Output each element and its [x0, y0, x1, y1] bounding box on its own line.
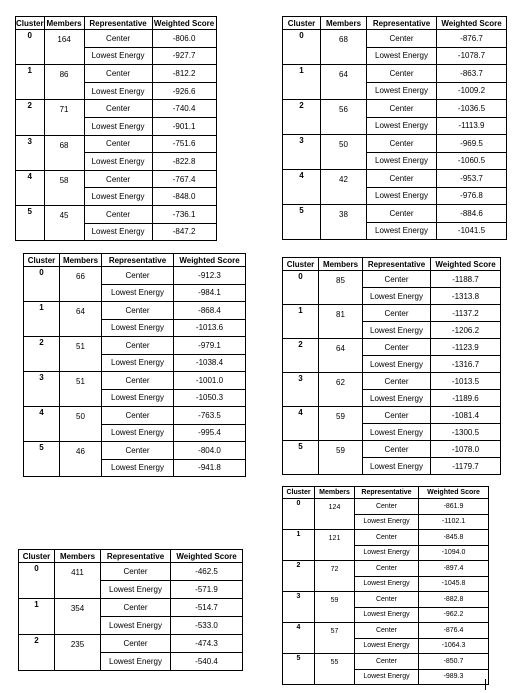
cluster-id: 0: [283, 30, 321, 65]
cluster-id: 3: [283, 135, 321, 170]
cluster-id: 4: [16, 170, 45, 205]
cluster-id: 3: [24, 372, 60, 407]
center-score: -912.3: [174, 267, 246, 285]
rep-center-label: Center: [363, 271, 431, 288]
table-row: [283, 530, 489, 546]
table-row: [283, 339, 501, 356]
table-row: [24, 442, 246, 460]
rep-center-label: Center: [101, 563, 171, 581]
rep-center-label: Center: [367, 170, 437, 188]
table-row: [16, 65, 217, 83]
lowest-energy-score: -989.3: [419, 669, 489, 685]
cluster-id: 0: [283, 499, 315, 530]
rep-lowest-energy-label: Lowest Energy: [355, 514, 419, 530]
table-row: [16, 30, 217, 48]
cluster-id: 1: [283, 530, 315, 561]
cluster-id: 1: [24, 302, 60, 337]
rep-center-label: Center: [102, 372, 174, 390]
cluster-table-3: [23, 253, 246, 477]
lowest-energy-score: -822.8: [152, 153, 216, 171]
cluster-id: 0: [16, 30, 45, 65]
member-count: 164: [44, 30, 84, 65]
header-row: [24, 254, 246, 267]
header-row: [283, 258, 501, 271]
rep-lowest-energy-label: Lowest Energy: [84, 153, 152, 171]
center-score: -850.7: [419, 654, 489, 670]
center-score: -1081.4: [431, 407, 501, 424]
member-count: 50: [321, 135, 367, 170]
center-score: -1188.7: [431, 271, 501, 288]
rep-lowest-energy-label: Lowest Energy: [363, 322, 431, 339]
table-row: [24, 302, 246, 320]
cluster-id: 0: [283, 271, 319, 305]
header-row: [16, 17, 217, 30]
member-count: 85: [319, 271, 363, 305]
rep-center-label: Center: [363, 339, 431, 356]
lowest-energy-score: -901.1: [152, 117, 216, 135]
table-row: [283, 100, 507, 118]
rep-lowest-energy-label: Lowest Energy: [367, 187, 437, 205]
header-representative: Representative: [102, 254, 174, 267]
rep-center-label: Center: [363, 373, 431, 390]
text-cursor: [485, 679, 486, 690]
header-representative: Representative: [101, 550, 171, 563]
cluster-id: 2: [283, 339, 319, 373]
cluster-table-4: [282, 257, 501, 475]
center-score: -804.0: [174, 442, 246, 460]
member-count: 81: [319, 305, 363, 339]
center-score: -736.1: [152, 205, 216, 223]
cluster-id: 5: [24, 442, 60, 477]
cluster-id: 3: [283, 592, 315, 623]
rep-lowest-energy-label: Lowest Energy: [355, 607, 419, 623]
lowest-energy-score: -540.4: [171, 653, 243, 671]
cluster-id: 4: [283, 170, 321, 205]
center-score: -897.4: [419, 561, 489, 577]
rep-center-label: Center: [101, 599, 171, 617]
rep-center-label: Center: [363, 407, 431, 424]
center-score: -979.1: [174, 337, 246, 355]
rep-center-label: Center: [367, 135, 437, 153]
member-count: 38: [321, 205, 367, 240]
table-row: [24, 372, 246, 390]
lowest-energy-score: -1102.1: [419, 514, 489, 530]
cluster-id: 5: [283, 441, 319, 475]
member-count: 411: [55, 563, 101, 599]
header-weighted-score: Weighted Score: [437, 17, 507, 30]
header-cluster: Cluster: [283, 258, 319, 271]
cluster-id: 5: [16, 205, 45, 240]
header-weighted-score: Weighted Score: [174, 254, 246, 267]
cluster-id: 4: [24, 407, 60, 442]
table-row: [283, 135, 507, 153]
rep-center-label: Center: [102, 337, 174, 355]
lowest-energy-score: -571.9: [171, 581, 243, 599]
cluster-id: 1: [19, 599, 55, 635]
table-row: [283, 205, 507, 223]
center-score: -969.5: [437, 135, 507, 153]
header-cluster: Cluster: [283, 17, 321, 30]
lowest-energy-score: -1313.8: [431, 288, 501, 305]
rep-center-label: Center: [102, 267, 174, 285]
rep-center-label: Center: [102, 442, 174, 460]
center-score: -474.3: [171, 635, 243, 653]
cluster-table-6: [18, 549, 243, 671]
lowest-energy-score: -1009.2: [437, 82, 507, 100]
cluster-id: 4: [283, 407, 319, 441]
lowest-energy-score: -995.4: [174, 424, 246, 442]
rep-lowest-energy-label: Lowest Energy: [84, 188, 152, 206]
member-count: 235: [55, 635, 101, 671]
header-cluster: Cluster: [283, 487, 315, 499]
member-count: 57: [315, 623, 355, 654]
rep-center-label: Center: [84, 100, 152, 118]
center-score: -882.8: [419, 592, 489, 608]
rep-lowest-energy-label: Lowest Energy: [102, 459, 174, 477]
table-row: [283, 499, 489, 515]
center-score: -863.7: [437, 65, 507, 83]
cluster-id: 0: [19, 563, 55, 599]
center-score: -1036.5: [437, 100, 507, 118]
center-score: -751.6: [152, 135, 216, 153]
member-count: 71: [44, 100, 84, 135]
center-score: -1078.0: [431, 441, 501, 458]
rep-center-label: Center: [84, 205, 152, 223]
header-members: Members: [315, 487, 355, 499]
center-score: -806.0: [152, 30, 216, 48]
header-representative: Representative: [84, 17, 152, 30]
member-count: 64: [321, 65, 367, 100]
table-row: [24, 407, 246, 425]
rep-lowest-energy-label: Lowest Energy: [102, 424, 174, 442]
header-weighted-score: Weighted Score: [153, 18, 215, 28]
cluster-id: 0: [24, 267, 60, 302]
table-row: [283, 305, 501, 322]
member-count: 59: [315, 592, 355, 623]
lowest-energy-score: -1041.5: [437, 222, 507, 240]
header-cluster: Cluster: [16, 18, 44, 28]
table-row: [283, 592, 489, 608]
lowest-energy-score: -941.8: [174, 459, 246, 477]
cluster-id: 2: [16, 100, 45, 135]
member-count: 55: [315, 654, 355, 685]
rep-center-label: Center: [355, 623, 419, 639]
center-score: -1137.2: [431, 305, 501, 322]
member-count: 354: [55, 599, 101, 635]
header-representative: Representative: [367, 17, 437, 30]
rep-lowest-energy-label: Lowest Energy: [102, 389, 174, 407]
lowest-energy-score: -1206.2: [431, 322, 501, 339]
member-count: 124: [315, 499, 355, 530]
header-members: Members: [44, 17, 84, 30]
member-count: 51: [60, 337, 102, 372]
center-score: -845.8: [419, 530, 489, 546]
center-score: -884.6: [437, 205, 507, 223]
rep-lowest-energy-label: Lowest Energy: [367, 117, 437, 135]
lowest-energy-score: -1050.3: [174, 389, 246, 407]
rep-lowest-energy-label: Lowest Energy: [101, 581, 171, 599]
header-weighted-score: Weighted Score: [419, 487, 489, 499]
member-count: 68: [321, 30, 367, 65]
rep-center-label: Center: [84, 170, 152, 188]
member-count: 66: [60, 267, 102, 302]
rep-center-label: Center: [367, 30, 437, 48]
rep-center-label: Center: [355, 530, 419, 546]
table-row: [24, 267, 246, 285]
rep-lowest-energy-label: Lowest Energy: [101, 617, 171, 635]
table-row: [16, 205, 217, 223]
center-score: -462.5: [171, 563, 243, 581]
header-cluster: Cluster: [19, 550, 55, 563]
table-row: [19, 563, 243, 581]
rep-lowest-energy-label: Lowest Energy: [363, 288, 431, 305]
rep-lowest-energy-label: Lowest Energy: [101, 653, 171, 671]
lowest-energy-score: -1064.3: [419, 638, 489, 654]
lowest-energy-score: -926.6: [152, 82, 216, 100]
center-score: -740.4: [152, 100, 216, 118]
cluster-id: 1: [16, 65, 45, 100]
lowest-energy-score: -848.0: [152, 188, 216, 206]
center-score: -1013.5: [431, 373, 501, 390]
lowest-energy-score: -1045.8: [419, 576, 489, 592]
cluster-id: 5: [283, 205, 321, 240]
rep-center-label: Center: [363, 305, 431, 322]
cluster-id: 3: [283, 373, 319, 407]
rep-lowest-energy-label: Lowest Energy: [367, 82, 437, 100]
center-score: -876.7: [437, 30, 507, 48]
rep-center-label: Center: [84, 135, 152, 153]
member-count: 51: [60, 372, 102, 407]
rep-lowest-energy-label: Lowest Energy: [102, 284, 174, 302]
lowest-energy-score: -1300.5: [431, 424, 501, 441]
rep-center-label: Center: [84, 30, 152, 48]
lowest-energy-score: -1113.9: [437, 117, 507, 135]
member-count: 50: [60, 407, 102, 442]
member-count: 42: [321, 170, 367, 205]
table-row: [283, 373, 501, 390]
table-row: [19, 635, 243, 653]
cluster-id: 3: [16, 135, 45, 170]
table-row: [283, 170, 507, 188]
lowest-energy-score: -1189.6: [431, 390, 501, 407]
center-score: -876.4: [419, 623, 489, 639]
header-weighted-score: Weighted Score: [171, 550, 243, 563]
lowest-energy-score: -1078.7: [437, 47, 507, 65]
rep-lowest-energy-label: Lowest Energy: [367, 47, 437, 65]
lowest-energy-score: -1038.4: [174, 354, 246, 372]
rep-center-label: Center: [355, 561, 419, 577]
lowest-energy-score: -1060.5: [437, 152, 507, 170]
rep-lowest-energy-label: Lowest Energy: [363, 390, 431, 407]
rep-lowest-energy-label: Lowest Energy: [102, 319, 174, 337]
rep-center-label: Center: [102, 302, 174, 320]
rep-lowest-energy-label: Lowest Energy: [367, 222, 437, 240]
header-row: [19, 550, 243, 563]
member-count: 58: [44, 170, 84, 205]
header-row: [283, 17, 507, 30]
rep-center-label: Center: [367, 65, 437, 83]
cluster-id: 2: [283, 100, 321, 135]
member-count: 62: [319, 373, 363, 407]
table-row: [24, 337, 246, 355]
rep-center-label: Center: [367, 100, 437, 118]
rep-center-label: Center: [363, 441, 431, 458]
lowest-energy-score: -533.0: [171, 617, 243, 635]
cluster-table-2: [282, 16, 507, 240]
member-count: 68: [44, 135, 84, 170]
member-count: 56: [321, 100, 367, 135]
header-members: Members: [55, 550, 101, 563]
cluster-id: 1: [283, 305, 319, 339]
member-count: 72: [315, 561, 355, 592]
cluster-id: 2: [24, 337, 60, 372]
rep-lowest-energy-label: Lowest Energy: [367, 152, 437, 170]
cluster-id: 2: [283, 561, 315, 592]
member-count: 86: [44, 65, 84, 100]
table-row: [283, 561, 489, 577]
lowest-energy-score: -1013.6: [174, 319, 246, 337]
cluster-id: 2: [19, 635, 55, 671]
rep-lowest-energy-label: Lowest Energy: [355, 576, 419, 592]
member-count: 59: [319, 407, 363, 441]
rep-lowest-energy-label: Lowest Energy: [84, 117, 152, 135]
rep-lowest-energy-label: Lowest Energy: [84, 82, 152, 100]
center-score: -861.9: [419, 499, 489, 515]
table-row: [283, 654, 489, 670]
center-score: -1123.9: [431, 339, 501, 356]
rep-lowest-energy-label: Lowest Energy: [355, 638, 419, 654]
cluster-table-1: [15, 16, 217, 241]
rep-lowest-energy-label: Lowest Energy: [84, 223, 152, 241]
rep-lowest-energy-label: Lowest Energy: [363, 356, 431, 373]
lowest-energy-score: -976.8: [437, 187, 507, 205]
center-score: -812.2: [152, 65, 216, 83]
header-members: Members: [321, 17, 367, 30]
rep-center-label: Center: [101, 635, 171, 653]
lowest-energy-score: -984.1: [174, 284, 246, 302]
header-members: Members: [319, 258, 363, 271]
member-count: 45: [44, 205, 84, 240]
rep-center-label: Center: [367, 205, 437, 223]
header-representative: Representative: [355, 487, 419, 499]
rep-lowest-energy-label: Lowest Energy: [363, 424, 431, 441]
lowest-energy-score: -1094.0: [419, 545, 489, 561]
rep-lowest-energy-label: Lowest Energy: [355, 669, 419, 685]
lowest-energy-score: -1179.7: [431, 458, 501, 475]
center-score: -514.7: [171, 599, 243, 617]
rep-center-label: Center: [355, 499, 419, 515]
lowest-energy-score: -847.2: [152, 223, 216, 241]
table-row: [16, 170, 217, 188]
cluster-id: 5: [283, 654, 315, 685]
rep-lowest-energy-label: Lowest Energy: [363, 458, 431, 475]
center-score: -767.4: [152, 170, 216, 188]
lowest-energy-score: -927.7: [152, 47, 216, 65]
lowest-energy-score: -1316.7: [431, 356, 501, 373]
header-members: Members: [60, 254, 102, 267]
rep-lowest-energy-label: Lowest Energy: [102, 354, 174, 372]
center-score: -1001.0: [174, 372, 246, 390]
member-count: 64: [60, 302, 102, 337]
rep-center-label: Center: [102, 407, 174, 425]
table-row: [16, 100, 217, 118]
rep-center-label: Center: [355, 592, 419, 608]
header-cluster: Cluster: [24, 254, 60, 267]
table-row: [19, 599, 243, 617]
cluster-table-5: [282, 486, 489, 685]
lowest-energy-score: -962.2: [419, 607, 489, 623]
header-row: [283, 487, 489, 499]
table-row: [283, 407, 501, 424]
table-row: [283, 271, 501, 288]
center-score: -953.7: [437, 170, 507, 188]
member-count: 46: [60, 442, 102, 477]
table-row: [283, 65, 507, 83]
table-row: [283, 441, 501, 458]
header-weighted-score: Weighted Score: [431, 258, 501, 271]
center-score: -763.5: [174, 407, 246, 425]
rep-lowest-energy-label: Lowest Energy: [84, 47, 152, 65]
rep-lowest-energy-label: Lowest Energy: [355, 545, 419, 561]
cluster-id: 1: [283, 65, 321, 100]
member-count: 121: [315, 530, 355, 561]
rep-center-label: Center: [355, 654, 419, 670]
center-score: -868.4: [174, 302, 246, 320]
member-count: 64: [319, 339, 363, 373]
rep-center-label: Center: [84, 65, 152, 83]
table-row: [283, 623, 489, 639]
cluster-id: 4: [283, 623, 315, 654]
member-count: 59: [319, 441, 363, 475]
header-representative: Representative: [363, 258, 431, 271]
table-row: [16, 135, 217, 153]
table-row: [283, 30, 507, 48]
